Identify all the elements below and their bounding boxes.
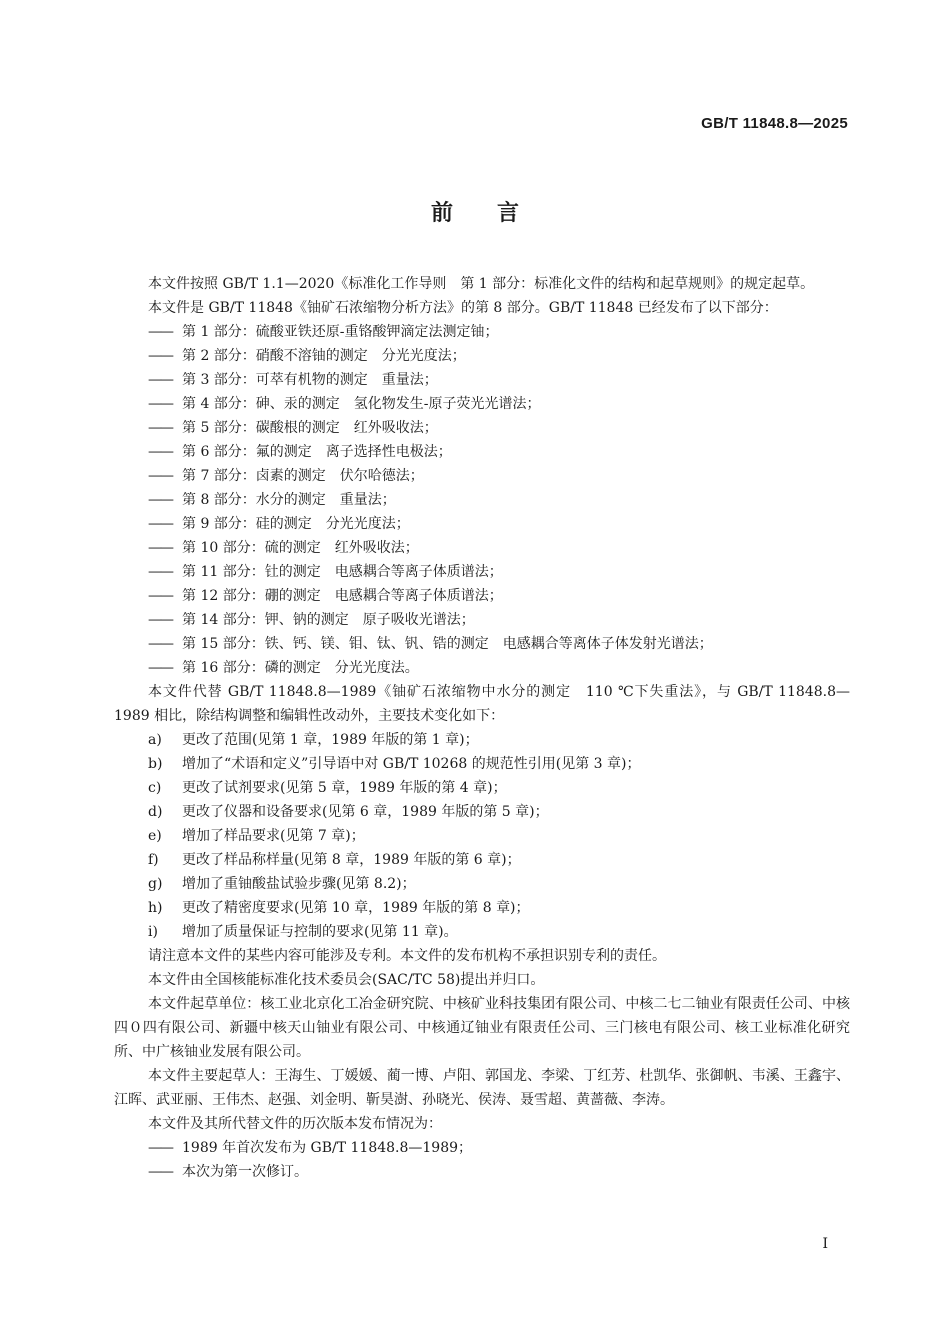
parts-list (114, 320, 850, 680)
list-item: g) 增加了重铀酸盐试验步骤(见第 8.2)； (114, 872, 850, 896)
paragraph-patent-notice: 请注意本文件的某些内容可能涉及专利。本文件的发布机构不承担识别专利的责任。 (148, 948, 666, 964)
dash-mark: —— (148, 348, 172, 364)
page-title: 前言 (430, 201, 563, 226)
standard-number: GB/T 11848.8—2025 (701, 115, 848, 132)
list-item: —— 1989 年首次发布为 GB/T 11848.8—1989； (114, 1136, 850, 1160)
list-item: —— 第 2 部分：硝酸不溶铀的测定 分光光度法； (114, 344, 850, 368)
history-list (114, 1136, 850, 1184)
list-item: i) 增加了质量保证与控制的要求(见第 11 章)。 (114, 920, 850, 944)
item-label: c) (148, 780, 162, 796)
list-item: —— 第 15 部分：铁、钙、镁、钼、钛、钒、锆的测定 电感耦合等离体子体发射光谱法； (114, 632, 850, 656)
dash-mark: —— (148, 516, 172, 532)
item-label: g) (148, 876, 163, 892)
dash-mark: —— (148, 540, 172, 556)
dash-mark: —— (148, 1140, 172, 1156)
list-item: —— 第 6 部分：氟的测定 离子选择性电极法； (114, 440, 850, 464)
list-item: —— 第 11 部分：钍的测定 电感耦合等离子体质谱法； (114, 560, 850, 584)
item-label: b) (148, 756, 163, 772)
list-item: e) 增加了样品要求(见第 7 章)； (114, 824, 850, 848)
list-item: —— 第 9 部分：硅的测定 分光光度法； (114, 512, 850, 536)
dash-mark: —— (148, 636, 172, 652)
page-number: I (822, 1236, 828, 1252)
paragraph-replacement: 本文件代替 GB/T 11848.8—1989《铀矿石浓缩物中水分的测定 110 ℃下失重法》，与 GB/T 11848.8—1989 相比，除结构调整和编辑性改动外，主要技术变化如下： (114, 684, 850, 724)
dash-mark: —— (148, 492, 172, 508)
dash-mark: —— (148, 396, 172, 412)
paragraph-drafting-rules: 本文件按照 GB/T 1.1—2020《标准化工作导则 第 1 部分：标准化文件的结构和起草规则》的规定起草。 (148, 276, 815, 292)
list-item: —— 第 14 部分：钾、钠的测定 原子吸收光谱法； (114, 608, 850, 632)
paragraph-series-intro: 本文件是 GB/T 11848《铀矿石浓缩物分析方法》的第 8 部分。GB/T 11848 已经发布了以下部分： (148, 300, 778, 316)
item-label: h) (148, 900, 163, 916)
dash-mark: —— (148, 564, 172, 580)
list-item: —— 第 16 部分：磷的测定 分光光度法。 (114, 656, 850, 680)
paragraph-history-intro: 本文件及其所代替文件的历次版本发布情况为： (148, 1116, 442, 1132)
list-item: h) 更改了精密度要求(见第 10 章，1989 年版的第 8 章)； (114, 896, 850, 920)
list-item: f) 更改了样品称样量(见第 8 章，1989 年版的第 6 章)； (114, 848, 850, 872)
dash-mark: —— (148, 468, 172, 484)
dash-mark: —— (148, 612, 172, 628)
list-item: —— 第 8 部分：水分的测定 重量法； (114, 488, 850, 512)
list-item: —— 本次为第一次修订。 (114, 1160, 850, 1184)
list-item: —— 第 10 部分：硫的测定 红外吸收法； (114, 536, 850, 560)
document-body (114, 272, 850, 1184)
list-item: —— 第 3 部分：可萃有机物的测定 重量法； (114, 368, 850, 392)
list-item: —— 第 5 部分：碳酸根的测定 红外吸收法； (114, 416, 850, 440)
list-item: b) 增加了“术语和定义”引导语中对 GB/T 10268 的规范性引用(见第 3 章)； (114, 752, 850, 776)
dash-mark: —— (148, 660, 172, 676)
list-item: —— 第 1 部分：硫酸亚铁还原-重铬酸钾滴定法测定铀； (114, 320, 850, 344)
dash-mark: —— (148, 588, 172, 604)
changes-list (114, 728, 850, 944)
list-item: c) 更改了试剂要求(见第 5 章，1989 年版的第 4 章)； (114, 776, 850, 800)
dash-mark: —— (148, 324, 172, 340)
list-item: —— 第 12 部分：硼的测定 电感耦合等离子体质谱法； (114, 584, 850, 608)
dash-mark: —— (148, 420, 172, 436)
dash-mark: —— (148, 1164, 172, 1180)
dash-mark: —— (148, 444, 172, 460)
dash-mark: —— (148, 372, 172, 388)
list-item: d) 更改了仪器和设备要求(见第 6 章，1989 年版的第 5 章)； (114, 800, 850, 824)
paragraph-drafters: 本文件主要起草人：王海生、丁媛媛、蔺一博、卢阳、郭国龙、李梁、丁红芳、杜凯华、张御帆、韦溪、王鑫宇、江晖、武亚丽、王伟杰、赵强、刘金明、靳昊澍、孙晓光、侯涛、聂雪超、黄蔷薇、李涛。 (114, 1068, 850, 1108)
item-label: d) (148, 804, 163, 820)
list-item: —— 第 7 部分：卤素的测定 伏尔哈德法； (114, 464, 850, 488)
item-label: e) (148, 828, 162, 844)
item-label: a) (148, 732, 162, 748)
item-label: f) (148, 852, 159, 868)
paragraph-proposer: 本文件由全国核能标准化技术委员会(SAC/TC 58)提出并归口。 (148, 972, 545, 988)
paragraph-drafting-units: 本文件起草单位：核工业北京化工冶金研究院、中核矿业科技集团有限公司、中核二七二铀业有限责任公司、中核四０四有限公司、新疆中核天山铀业有限公司、中核通辽铀业有限责任公司、三门核电有限公司、核工业标准化研究所、中广核铀业发展有限公司。 (114, 996, 850, 1060)
list-item: a) 更改了范围(见第 1 章，1989 年版的第 1 章)； (114, 728, 850, 752)
list-item: —— 第 4 部分：砷、汞的测定 氢化物发生-原子荧光光谱法； (114, 392, 850, 416)
item-label: i) (148, 924, 158, 940)
